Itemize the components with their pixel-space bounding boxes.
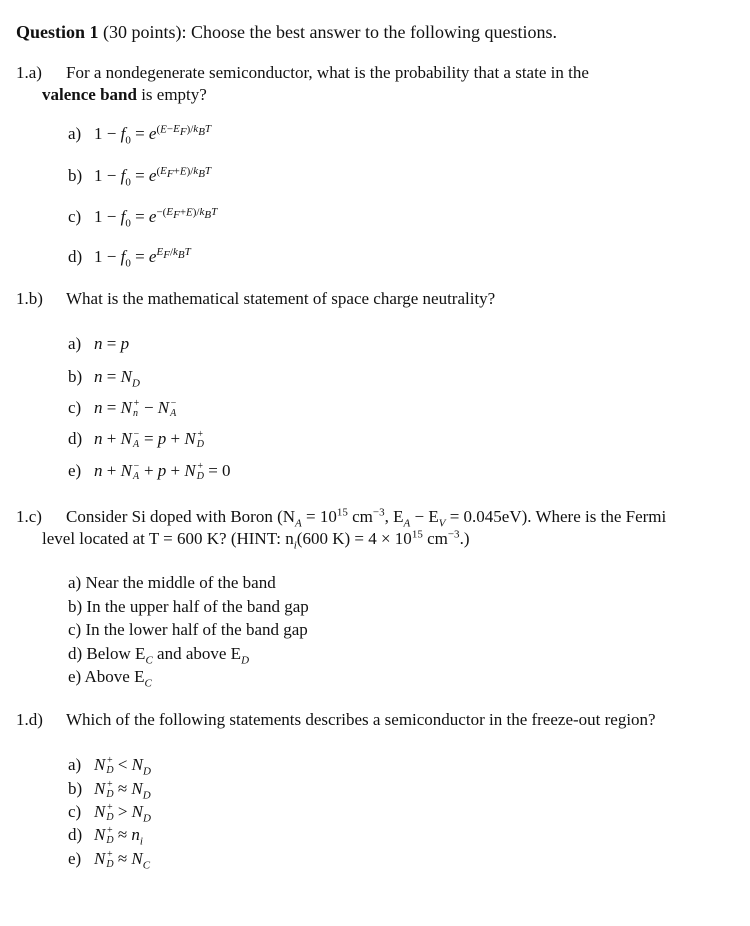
question-number: Question 1: [16, 22, 99, 42]
question-1c-line2b: (600 K) = 4 × 10: [296, 529, 412, 548]
option-label: c): [68, 398, 82, 417]
option-label: a): [68, 334, 82, 353]
question-1c-number: 1.c): [16, 507, 42, 526]
option-1c-a[interactable]: a) Near the middle of the band: [68, 573, 276, 592]
question-1b-text: What is the mathematical statement of space charge neutrality?: [66, 289, 496, 308]
question-1a-number: 1.a): [16, 63, 42, 82]
option-1a-a[interactable]: a) $1 - f_0 = e^{(E-E_F)/k_BT}$: [68, 123, 212, 147]
option-label: d): [68, 825, 83, 844]
question-1c-text: Consider Si doped with Boron (N: [66, 507, 296, 526]
question-1b-number: 1.b): [16, 289, 43, 308]
question-1a-bold: valence band: [42, 85, 137, 104]
option-label: d): [68, 247, 83, 266]
option-1c-e[interactable]: e) Above $E_C$: [68, 667, 152, 690]
option-label: e): [68, 849, 82, 868]
question-1c-text-e: − E: [410, 507, 439, 526]
option-1b-e[interactable]: e) n + N − A + p + N + D = 0: [68, 461, 231, 483]
option-1c-d-text: d) Below E: [68, 644, 146, 663]
option-1c-c[interactable]: c) In the lower half of the band gap: [68, 620, 308, 639]
question-1c-text-d: , E: [384, 507, 404, 526]
question-1c-text-b: = 10: [301, 507, 337, 526]
question-1c-text-f: = 0.045eV). Where is the Fermi: [445, 507, 667, 526]
option-label: b): [68, 367, 83, 386]
option-1a-b[interactable]: b) $1 - f_0 = e^{(E_F+E)/k_BT}$: [68, 165, 212, 189]
option-label: c): [68, 802, 82, 821]
question-1c-line2d: .): [459, 529, 470, 548]
option-1d-a[interactable]: a) N + D < $N_D$: [68, 755, 151, 778]
question-1b: [16, 288, 736, 310]
option-1d-c[interactable]: c) N + D > $N_D$: [68, 802, 151, 825]
option-label: a): [68, 124, 82, 143]
question-header: [16, 22, 557, 43]
option-1a-d[interactable]: d) $1 - f_0 = e^{E_F/k_BT}$: [68, 246, 191, 270]
option-1d-b[interactable]: b) N + D ≈ $N_D$: [68, 779, 151, 802]
option-label: b): [68, 166, 83, 185]
option-1c-d-text2: and above E: [152, 644, 242, 663]
option-1c-b[interactable]: b) In the upper half of the band gap: [68, 597, 309, 616]
option-1a-c[interactable]: c) $1 - f_0 = e^{-(E_F+E)/k_BT}$: [68, 206, 218, 230]
question-1d-text: Which of the following statements describes a semiconductor in the freeze-out region?: [66, 710, 656, 729]
question-1a-text: For a nondegenerate semiconductor, what is the probability that a state in the: [66, 63, 589, 82]
option-1b-d[interactable]: d) n + N − A = p + N + D: [68, 429, 204, 451]
question-1c-text-c: cm: [347, 507, 373, 526]
question-1c-line2c: cm: [422, 529, 448, 548]
option-1b-c[interactable]: c) n = N + n − N − A: [68, 398, 177, 420]
question-1d: [16, 709, 736, 731]
question-1a-text2: is empty?: [136, 85, 207, 104]
option-label: e): [68, 461, 82, 480]
question-1c: 1.c) Consider Si doped with Boron ($N_A = 10^{15}$ $cm^{-3}$, $E_A - E_V = 0.045eV$). Where is the Fermi level located at T = 600 K? (HINT: $n_i(600$ $K) = 4 \times 10^{15}$ $cm^{-3}$.): [16, 506, 667, 552]
option-1d-e[interactable]: e) N + D ≈ $N_C$: [68, 849, 151, 872]
option-1c-d[interactable]: d) Below $E_C$ and above $E_D$: [68, 644, 250, 667]
option-label: a): [68, 755, 82, 774]
question-1a: [16, 62, 736, 106]
question-1d-number: 1.d): [16, 710, 43, 729]
option-1d-d[interactable]: d) N + D ≈ $n_i$: [68, 825, 143, 848]
option-label: b): [68, 779, 83, 798]
option-1b-a[interactable]: a) n = p: [68, 334, 130, 353]
option-1c-e-text: e) Above E: [68, 667, 145, 686]
question-1c-line2: level located at T = 600 K? (HINT: n: [42, 529, 294, 548]
option-1b-b[interactable]: b) $n = N_D$: [68, 367, 140, 390]
option-label: c): [68, 207, 82, 226]
option-label: d): [68, 429, 83, 448]
question-instructions: (30 points): Choose the best answer to the following questions.: [98, 22, 557, 42]
